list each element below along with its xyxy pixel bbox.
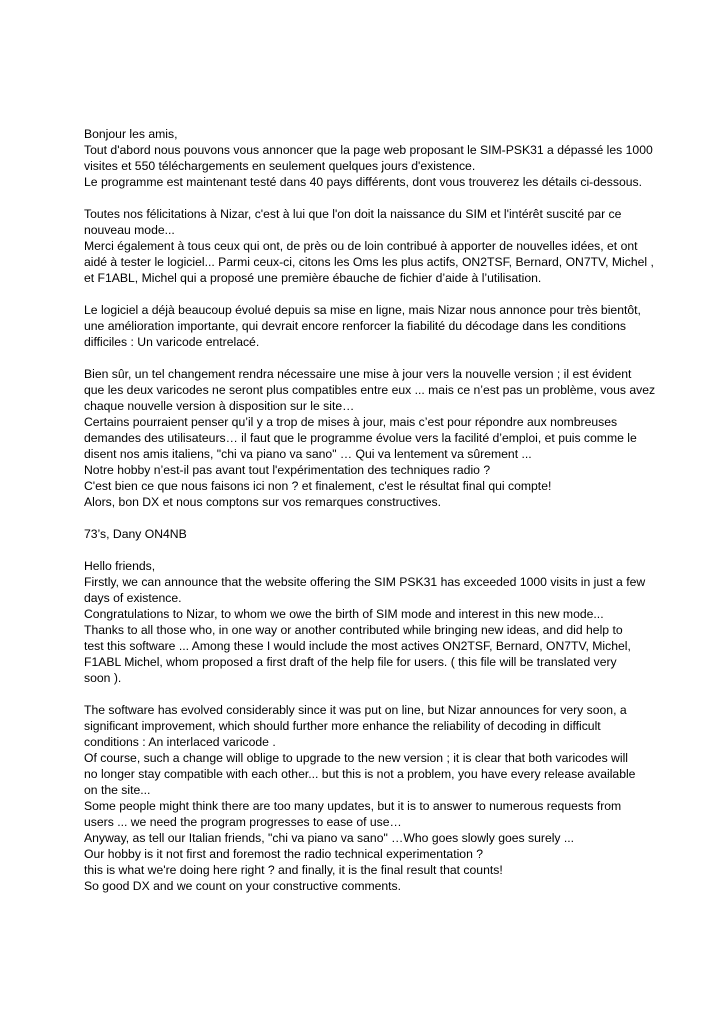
text-line: Hello friends, — [84, 559, 156, 573]
text-line: F1ABL Michel, whom proposed a first draft of the help file for users. ( this file will be translated very — [84, 655, 617, 669]
paragraph-gap — [84, 350, 644, 366]
text-line: Tout d'abord nous pouvons vous annoncer que la page web proposant le SIM-PSK31 a dépassé les 1000 — [84, 143, 653, 157]
text-line: Toutes nos félicitations à Nizar, c'est à lui que l'on doit la naissance du SIM et l'intérêt suscité par ce — [84, 207, 622, 221]
french-thanks-paragraph — [84, 206, 654, 286]
text-line: Of course, such a change will oblige to upgrade to the new version ; it is clear that both varicodes will — [84, 751, 628, 765]
paragraph-gap — [84, 286, 644, 302]
text-line: Some people might think there are too many updates, but it is to answer to numerous requests from — [84, 799, 622, 813]
text-line: disent nos amis italiens, "chi va piano va sano" … Qui va lentement va sûrement ... — [84, 447, 532, 461]
letter-page — [84, 126, 656, 894]
text-line: Thanks to all those who, in one way or another contributed while bringing new ideas, and did help to — [84, 623, 623, 637]
text-line: aidé à tester le logiciel... Parmi ceux-ci, citons les Oms les plus actifs, ON2TSF, Bernard, ON7TV, Michel , — [84, 255, 654, 269]
text-line: users ... we need the program progresses to ease of use… — [84, 815, 402, 829]
paragraph-gap — [84, 190, 644, 206]
text-line: The software has evolved considerably since it was put on line, but Nizar announces for very soon, a — [84, 703, 627, 717]
text-line: soon ). — [84, 671, 122, 685]
text-line: Le programme est maintenant testé dans 40 pays différents, dont vous trouverez les détails ci-dessous. — [84, 175, 642, 189]
text-line: conditions : An interlaced varicode . — [84, 735, 276, 749]
paragraph-gap — [84, 510, 644, 526]
text-line: Anyway, as tell our Italian friends, "chi va piano va sano" …Who goes slowly goes surely ... — [84, 831, 575, 845]
text-line: Merci également à tous ceux qui ont, de près ou de loin contribué à apporter de nouvelles idées, et ont — [84, 239, 638, 253]
text-line: on the site... — [84, 783, 151, 797]
text-line: Firstly, we can announce that the website offering the SIM PSK31 has exceeded 1000 visits in just a few — [84, 575, 646, 589]
text-line: chaque nouvelle version à disposition sur le site… — [84, 399, 355, 413]
text-line: So good DX and we count on your constructive comments. — [84, 879, 402, 893]
text-line: Bien sûr, un tel changement rendra nécessaire une mise à jour vers la nouvelle version ; il est évident — [84, 367, 632, 381]
french-greeting-paragraph — [84, 126, 653, 190]
text-line: significant improvement, which should further more enhance the reliability of decoding in difficult — [84, 719, 601, 733]
text-line: Le logiciel a déjà beaucoup évolué depuis sa mise en ligne, mais Nizar nous annonce pour très bientôt, — [84, 303, 641, 317]
text-line: C'est bien ce que nous faisons ici non ? et finalement, c'est le résultat final qui compte! — [84, 479, 552, 493]
text-line: que les deux varicodes ne seront plus compatibles entre eux ... mais ce n’est pas un problème, vous avez — [84, 383, 656, 397]
text-line: Bonjour les amis, — [84, 127, 178, 141]
text-line: test this software ... Among these I would include the most actives ON2TSF, Bernard, ON7TV, Michel, — [84, 639, 631, 653]
french-update-paragraph — [84, 366, 656, 510]
text-line: demandes des utilisateurs… il faut que le programme évolue vers la facilité d’emploi, et puis comme le — [84, 431, 637, 445]
text-line: Congratulations to Nizar, to whom we owe the birth of SIM mode and interest in this new mode... — [84, 607, 604, 621]
text-line: Our hobby is it not first and foremost the radio technical experimentation ? — [84, 847, 484, 861]
english-greeting-paragraph — [84, 558, 644, 686]
text-line: difficiles : Un varicode entrelacé. — [84, 335, 260, 349]
text-line: no longer stay compatible with each other... but this is not a problem, you have every release available — [84, 767, 636, 781]
text-line: et F1ABL, Michel qui a proposé une première ébauche de fichier d’aide à l’utilisation. — [84, 271, 542, 285]
text-line: nouveau mode... — [84, 223, 175, 237]
english-software-paragraph — [84, 702, 644, 894]
paragraph-gap — [84, 686, 644, 702]
french-software-paragraph — [84, 302, 644, 350]
text-line: Certains pourraient penser qu’il y a trop de mises à jour, mais c’est pour répondre aux nombreuses — [84, 415, 618, 429]
text-line: visites et 550 téléchargements en seulement quelques jours d'existence. — [84, 159, 476, 173]
paragraph-gap — [84, 542, 644, 558]
text-line: une amélioration importante, qui devrait encore renforcer la fiabilité du décodage dans les conditions — [84, 319, 626, 333]
text-line: this is what we're doing here right ? and finally, it is the final result that counts! — [84, 863, 503, 877]
text-line: Alors, bon DX et nous comptons sur vos remarques constructives. — [84, 495, 441, 509]
signature-paragraph — [84, 526, 644, 542]
signature: 73’s, Dany ON4NB — [84, 527, 187, 541]
text-line: Notre hobby n’est-il pas avant tout l'expérimentation des techniques radio ? — [84, 463, 491, 477]
text-line: days of existence. — [84, 591, 182, 605]
